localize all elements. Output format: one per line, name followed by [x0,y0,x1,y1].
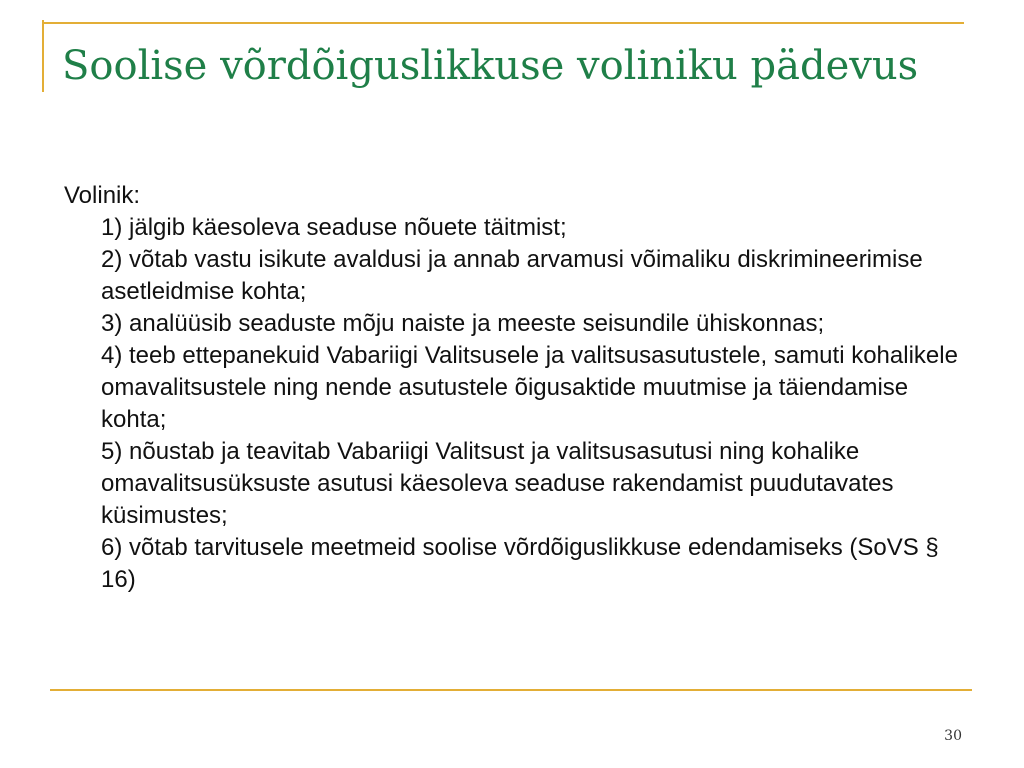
body-intro: Volinik: [64,182,141,209]
corner-accent-line [42,20,44,92]
list-item: 4) teeb ettepanekuid Vabariigi Valitsusele ja valitsusasutustele, samuti kohalikele omavalitsustele ning nende asutustele õigusaktide muutmise ja täiendamise kohta; [101,342,958,433]
page-number: 30 [944,728,962,744]
list-item: 3) analüüsib seaduste mõju naiste ja meeste seisundile ühiskonnas; [101,310,825,337]
list-item: 5) nõustab ja teavitab Vabariigi Valitsust ja valitsusasutusi ning kohalike omavalitsusüksuste asutusi käesoleva seaduse rakendamist puudutavates küsimustes; [101,438,894,529]
list-item: 6) võtab tarvitusele meetmeid soolise võrdõiguslikkuse edendamiseks (SoVS § 16) [101,534,939,593]
bottom-divider [50,689,972,691]
slide-body [64,180,964,596]
list-item: 1) jälgib käesoleva seaduse nõuete täitmist; [101,214,567,241]
top-divider [42,22,964,24]
slide-title: Soolise võrdõiguslikkuse voliniku pädevus [62,43,919,89]
duty-list [64,212,964,596]
list-item: 2) võtab vastu isikute avaldusi ja annab arvamusi võimaliku diskrimineerimise asetleidmise kohta; [101,246,923,305]
